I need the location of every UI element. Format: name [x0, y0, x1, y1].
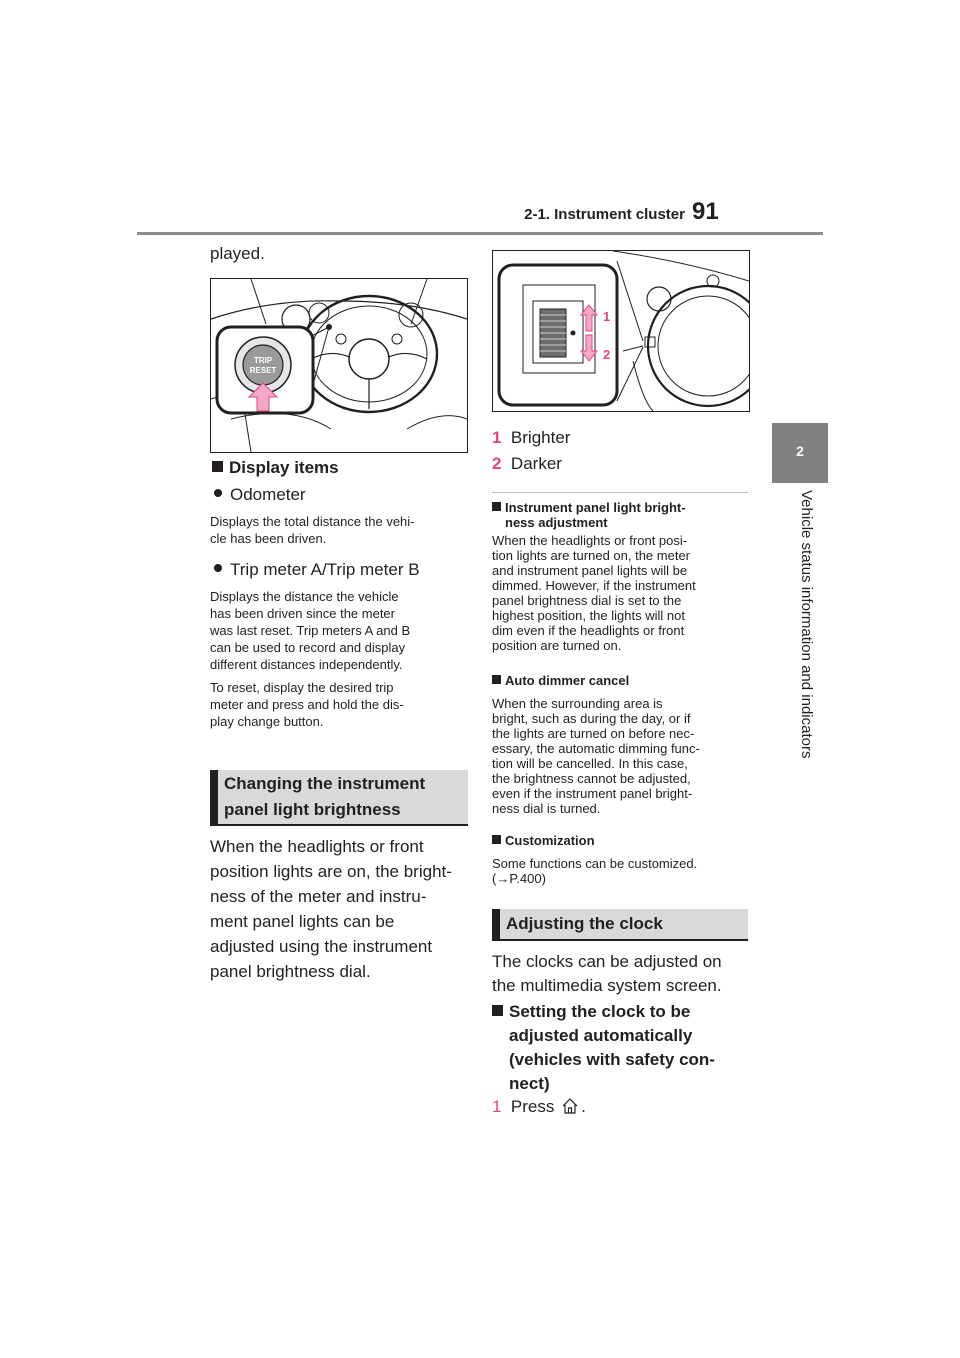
note-text-customization: Some functions can be customized. (→P.400) — [492, 856, 698, 886]
legend-item-2: 2 Darker — [492, 454, 562, 473]
legend-item-1: 1 Brighter — [492, 428, 571, 447]
square-bullet-icon — [492, 675, 501, 684]
page-reference-link[interactable]: (→P.400) — [492, 871, 546, 886]
note-heading-customization: Customization — [492, 833, 595, 848]
continued-text: played. — [210, 244, 265, 263]
clock-description: The clocks can be adjusted on the multimedia system screen. — [492, 952, 722, 995]
chapter-title-vertical: Vehicle status information and indicators — [798, 490, 815, 759]
display-items-heading: Display items — [212, 456, 339, 480]
notes-rule — [492, 492, 748, 493]
square-bullet-icon — [212, 461, 223, 472]
button-label-trip: TRIP — [253, 356, 273, 365]
section-heading-bar — [492, 909, 500, 941]
trip-meter-description: Displays the distance the vehicle has been driven since the meter was last reset. Trip meters A and B can be used to record and display different distances independently. — [210, 589, 411, 672]
brightness-description: When the headlights or front position lights are on, the bright- ness of the meter and instru- ment panel lights can be adjusted using the instrument panel brightness dial. — [210, 837, 452, 981]
section-heading-brightness: Changing the instrument panel light brightness — [210, 770, 468, 826]
brightness-dial-illustration — [493, 251, 749, 411]
section-heading-bar — [210, 770, 218, 826]
figure-trip-reset — [210, 278, 468, 453]
bullet-dot-icon — [214, 564, 222, 572]
header-rule — [137, 232, 823, 235]
dashboard-illustration — [211, 279, 467, 452]
note-text-auto-dimmer: When the surrounding area is bright, such as during the day, or if the lights are turned on before nec- essary, the automatic dimming func- tion will be cancelled. In this case, the brightness cannot be adjusted, even if the instrument panel bright- ness dial is turned. — [492, 696, 700, 816]
step-number: 1 — [492, 1097, 502, 1116]
trip-meter-heading: Trip meter A/Trip meter B — [214, 558, 420, 582]
chapter-number: 2 — [796, 443, 804, 459]
running-header-section: 2-1. Instrument cluster — [524, 206, 685, 223]
arrow-label-2: 2 — [603, 347, 611, 362]
figure-brightness-dial — [492, 250, 750, 412]
auto-clock-heading: Setting the clock to be adjusted automatically (vehicles with safety con- nect) — [492, 1000, 715, 1096]
bullet-dot-icon — [214, 489, 222, 497]
odometer-heading: Odometer — [214, 483, 306, 507]
button-label-reset: RESET — [249, 366, 277, 375]
step-1: 1 Press . — [492, 1097, 586, 1116]
note-heading-brightness-adjustment: Instrument panel light bright- ness adjustment — [492, 500, 686, 530]
home-icon — [561, 1097, 579, 1115]
page-number: 91 — [692, 198, 719, 225]
square-bullet-icon — [492, 502, 501, 511]
reset-description: To reset, display the desired trip meter and press and hold the dis- play change button. — [210, 680, 404, 729]
note-text-brightness-adjustment: When the headlights or front posi- tion lights are turned on, the meter and instrument panel lights will be dimmed. However, if the instrument panel brightness dial is set to the highest position, the lights will not dim even if the headlights or front position are turned on. — [492, 533, 696, 653]
note-heading-auto-dimmer: Auto dimmer cancel — [492, 673, 629, 688]
square-bullet-icon — [492, 1005, 503, 1016]
odometer-description: Displays the total distance the vehi- cle has been driven. — [210, 514, 415, 546]
section-heading-clock: Adjusting the clock — [492, 909, 748, 941]
arrow-label-1: 1 — [603, 309, 611, 324]
square-bullet-icon — [492, 835, 501, 844]
